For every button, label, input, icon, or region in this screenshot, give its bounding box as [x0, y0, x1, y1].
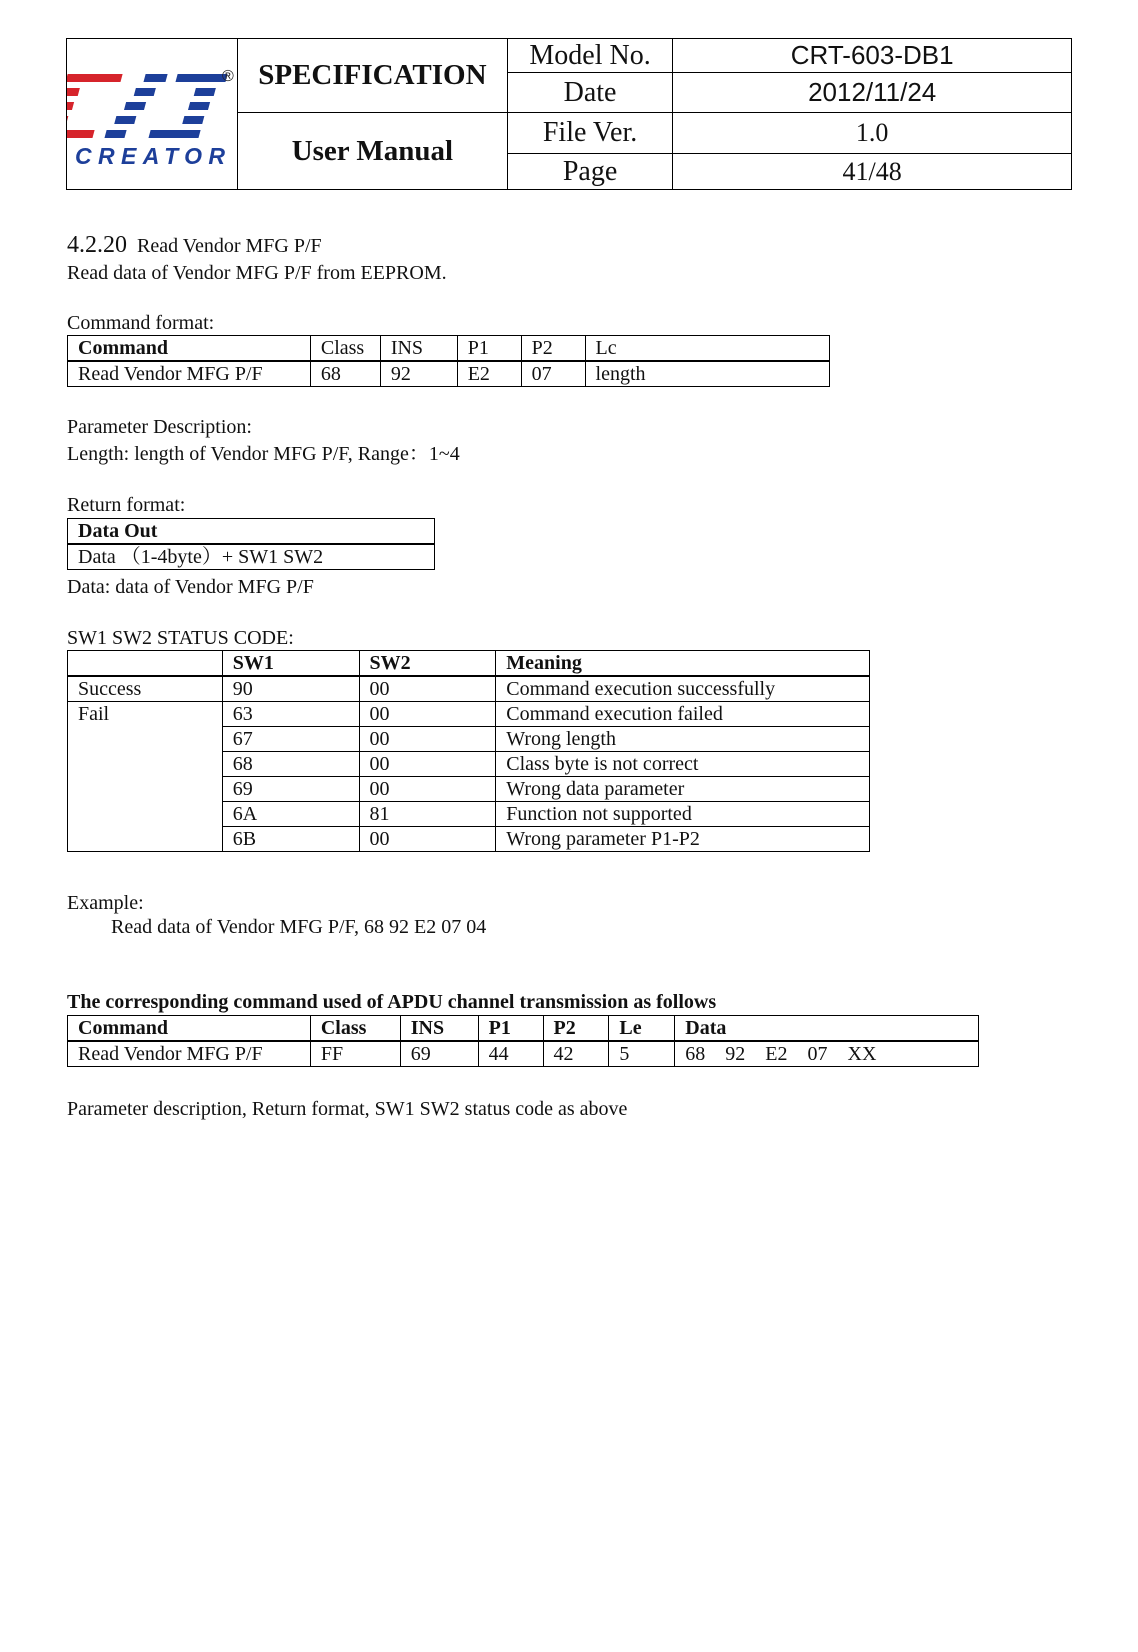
table-cell: 92 — [380, 361, 457, 387]
table-header-row — [68, 1016, 979, 1042]
table-cell: P1 — [457, 336, 521, 362]
model-value: CRT-603-DB1 — [673, 39, 1072, 73]
table-cell: 69 — [222, 777, 359, 802]
section-description: Read data of Vendor MFG P/F from EEPROM. — [67, 262, 447, 284]
document-header — [66, 38, 1072, 190]
table-cell: E2 — [457, 361, 521, 387]
table-cell: 81 — [359, 802, 496, 827]
table-cell: 42 — [543, 1041, 609, 1067]
table-cell: 63 — [222, 702, 359, 727]
table-cell: 00 — [359, 752, 496, 777]
creator-logo-icon — [67, 39, 237, 184]
table-cell: Data Out — [68, 519, 435, 545]
user-manual-title: User Manual — [238, 113, 508, 190]
status-code-table — [67, 650, 870, 852]
table-cell: Success — [68, 676, 223, 702]
table-cell: Read Vendor MFG P/F — [68, 1041, 311, 1067]
table-cell: P2 — [521, 336, 585, 362]
table-cell: 68 — [310, 361, 380, 387]
return-format-label: Return format: — [67, 494, 186, 516]
footer-note: Parameter description, Return format, SW1 SW2 status code as above — [67, 1098, 628, 1120]
return-data-note: Data: data of Vendor MFG P/F — [67, 576, 314, 598]
apdu-command-table — [67, 1015, 979, 1067]
table-cell: 44 — [478, 1041, 543, 1067]
table-cell: SW1 — [222, 651, 359, 677]
status-code-label: SW1 SW2 STATUS CODE: — [67, 627, 294, 649]
page-value: 41/48 — [673, 154, 1072, 190]
table-cell: Class byte is not correct — [496, 752, 870, 777]
table-cell: 00 — [359, 727, 496, 752]
table-cell: Command execution failed — [496, 702, 870, 727]
table-cell: FF — [310, 1041, 400, 1067]
table-cell: 6A — [222, 802, 359, 827]
table-row — [68, 361, 830, 387]
table-cell: Wrong length — [496, 727, 870, 752]
table-cell: 5 — [609, 1041, 675, 1067]
table-row — [68, 1041, 979, 1067]
table-cell: 68 — [222, 752, 359, 777]
table-cell: Function not supported — [496, 802, 870, 827]
parameter-label: Parameter Description: — [67, 416, 252, 438]
table-row — [68, 676, 870, 702]
table-cell: Wrong data parameter — [496, 777, 870, 802]
page-label: Page — [507, 154, 673, 190]
table-cell: Fail — [68, 702, 223, 852]
table-cell: SW2 — [359, 651, 496, 677]
table-cell: Class — [310, 336, 380, 362]
table-cell: 69 — [400, 1041, 478, 1067]
table-cell: 00 — [359, 676, 496, 702]
table-cell: INS — [380, 336, 457, 362]
date-label: Date — [507, 73, 673, 113]
table-header-row — [68, 336, 830, 362]
table-cell: 00 — [359, 702, 496, 727]
table-cell: INS — [400, 1016, 478, 1042]
table-cell: 68 92 E2 07 XX — [675, 1041, 979, 1067]
creator-logo — [67, 39, 238, 190]
table-cell: Command — [68, 1016, 311, 1042]
model-label: Model No. — [507, 39, 673, 73]
table-cell: Le — [609, 1016, 675, 1042]
table-cell: 00 — [359, 827, 496, 852]
table-row — [68, 702, 870, 727]
table-cell: length — [585, 361, 829, 387]
table-cell: P1 — [478, 1016, 543, 1042]
table-cell: Wrong parameter P1-P2 — [496, 827, 870, 852]
table-cell: Data — [675, 1016, 979, 1042]
table-cell: 90 — [222, 676, 359, 702]
table-cell: Command — [68, 336, 311, 362]
table-cell: Lc — [585, 336, 829, 362]
specification-title: SPECIFICATION — [238, 39, 508, 113]
parameter-text: Length: length of Vendor MFG P/F, Range：1~4 — [67, 443, 460, 465]
section-number: 4.2.20 — [67, 232, 127, 258]
date-value: 2012/11/24 — [673, 73, 1072, 113]
table-cell: 6B — [222, 827, 359, 852]
section-title: Read Vendor MFG P/F — [137, 235, 322, 257]
table-cell: P2 — [543, 1016, 609, 1042]
logo-wordmark: CREATOR — [75, 143, 225, 169]
table-cell: 67 — [222, 727, 359, 752]
table-cell: Command execution successfully — [496, 676, 870, 702]
file-version-label: File Ver. — [507, 113, 673, 154]
table-cell: Class — [310, 1016, 400, 1042]
command-format-label: Command format: — [67, 312, 215, 334]
example-label: Example: — [67, 892, 144, 914]
table-cell: Meaning — [496, 651, 870, 677]
table-row — [68, 544, 435, 570]
table-cell: Read Vendor MFG P/F — [68, 361, 311, 387]
apdu-title: The corresponding command used of APDU channel transmission as follows — [67, 991, 717, 1013]
table-cell: Data （1-4byte）+ SW1 SW2 — [68, 544, 435, 570]
example-text: Read data of Vendor MFG P/F, 68 92 E2 07 04 — [111, 916, 487, 938]
table-cell — [68, 651, 223, 677]
table-cell: 00 — [359, 777, 496, 802]
table-header-row — [68, 519, 435, 545]
table-cell: 07 — [521, 361, 585, 387]
registered-mark: ® — [222, 68, 234, 85]
return-format-table — [67, 518, 435, 570]
command-format-table — [67, 335, 830, 387]
file-version-value: 1.0 — [673, 113, 1072, 154]
section-heading — [67, 233, 322, 258]
table-header-row — [68, 651, 870, 677]
